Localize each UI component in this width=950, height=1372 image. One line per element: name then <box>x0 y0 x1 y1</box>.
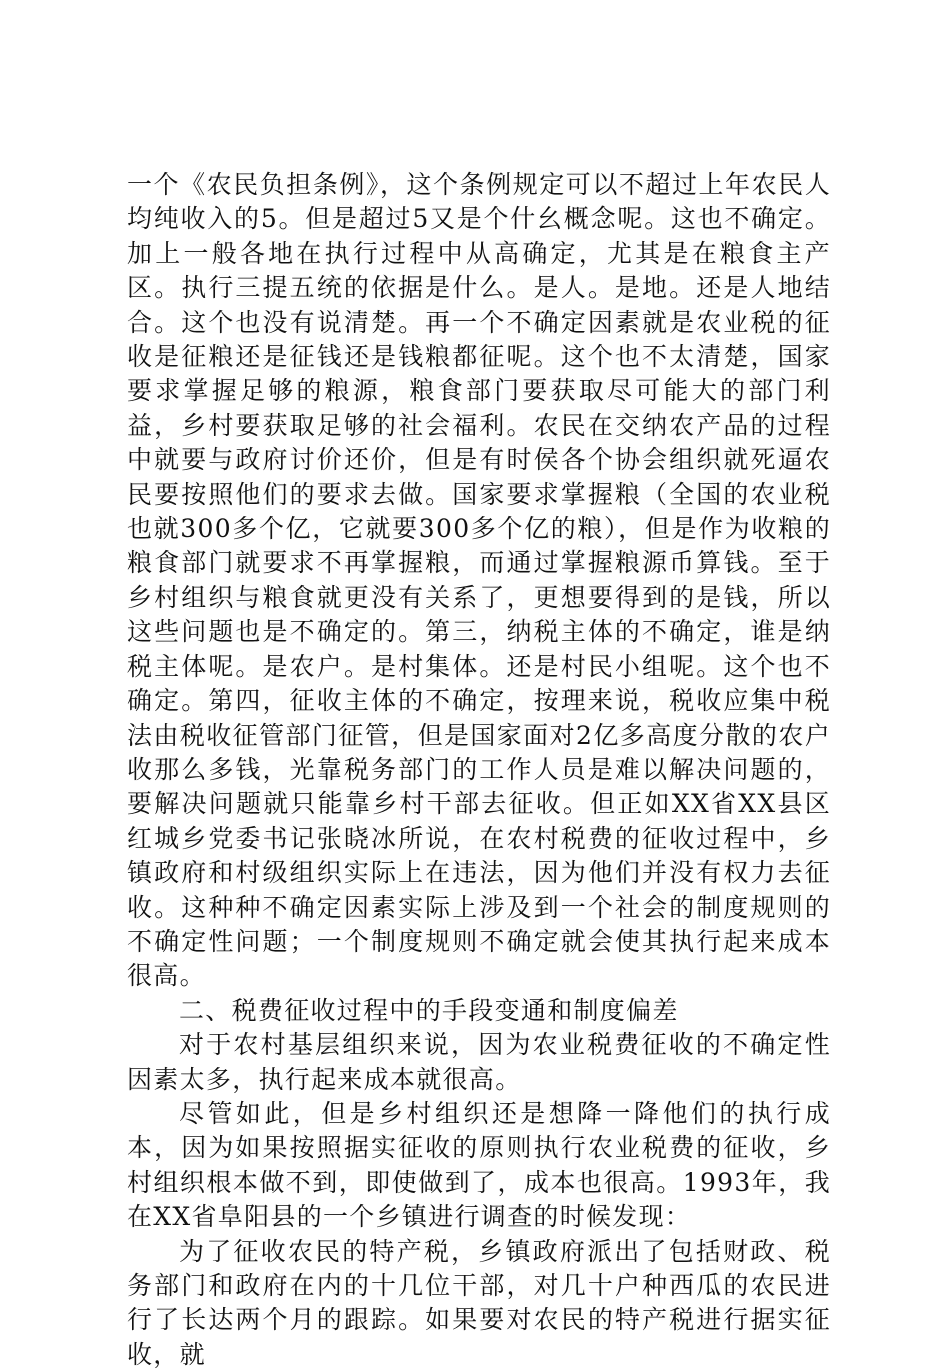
paragraph-continued: 一个《农民负担条例》，这个条例规定可以不超过上年农民人均纯收入的5。但是超过5又是个什幺概念呢。这也不确定。加上一般各地在执行过程中从高确定，尤其是在粮食主产区。执行三提五统的依据是什么。是人。是地。还是人地结合。这个也没有说清楚。再一个不确定因素就是农业税的征收是征粮还是征钱还是钱粮都征呢。这个也不太清楚，国家要求掌握足够的粮源，粮食部门要获取尽可能大的部门利益，乡村要获取足够的社会福利。农民在交纳农产品的过程中就要与政府讨价还价，但是有时侯各个协会组织就死逼农民要按照他们的要求去做。国家要求掌握粮（全国的农业税也就300多个亿，它就要300多个亿的粮），但是作为收粮的粮食部门就要求不再掌握粮，而通过掌握粮源币算钱。至于乡村组织与粮食就更没有关系了，更想要得到的是钱，所以这些问题也是不确定的。第三，纳税主体的不确定，谁是纳税主体呢。是农户。是村集体。还是村民小组呢。这个也不确定。第四，征收主体的不确定，按理来说，税收应集中税法由税收征管部门征管，但是国家面对2亿多高度分散的农户收那么多钱，光靠税务部门的工作人员是难以解决问题的，要解决问题就只能靠乡村干部去征收。但正如XX省XX县区红城乡党委书记张晓冰所说，在农村税费的征收过程中，乡镇政府和村级组织实际上在违法，因为他们并没有权力去征收。这种种不确定因素实际上涉及到一个社会的制度规则的不确定性问题；一个制度规则不确定就会使其执行起来成本很高。 <box>127 170 831 991</box>
paragraph: 对于农村基层组织来说，因为农业税费征收的不确定性因素太多，执行起来成本就很高。 <box>127 1030 831 1094</box>
document-body <box>127 168 831 1372</box>
paragraph: 尽管如此，但是乡村组织还是想降一降他们的执行成本，因为如果按照据实征收的原则执行农业税费的征收，乡村组织根本做不到，即使做到了，成本也很高。1993年，我在XX省阜阳县的一个乡镇进行调查的时候发现： <box>127 1098 831 1232</box>
section-heading: 二、税费征收过程中的手段变通和制度偏差 <box>179 995 679 1025</box>
paragraph: 为了征收农民的特产税，乡镇政府派出了包括财政、税务部门和政府在内的十几位干部，对几十户种西瓜的农民进行了长达两个月的跟踪。如果要对农民的特产税进行据实征收，就 <box>127 1236 831 1369</box>
